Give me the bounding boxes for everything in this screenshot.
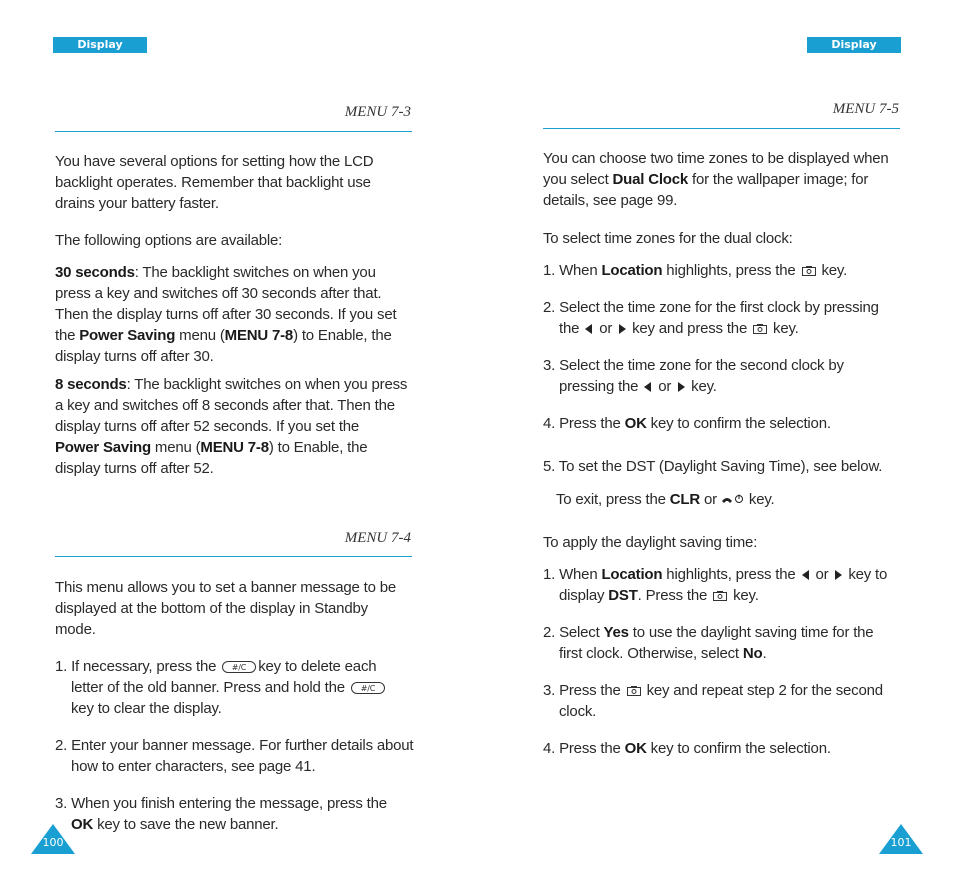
zone-step-1: 1. When Location highlights, press the key. (543, 262, 848, 279)
camera-key-icon (753, 324, 767, 334)
camera-key-icon (627, 686, 641, 696)
zone-step-3: 3. Select the time zone for the second clock by pressing the or key. (543, 357, 844, 395)
camera-key-icon (713, 591, 727, 601)
divider-rule (55, 131, 412, 132)
dst-step-3: 3. Press the key and repeat step 2 for the second clock. (543, 682, 883, 720)
clear-key-icon (351, 682, 385, 694)
menu-ref-7-5: MENU 7-5 (832, 101, 899, 117)
zone-step-2: 2. Select the time zone for the first clock by pressing the or key and press the key. (543, 299, 879, 337)
right-arrow-icon (677, 382, 685, 392)
left-arrow-icon (585, 324, 593, 334)
section-tab-right: Display (807, 37, 901, 53)
menu-ref-7-3: MENU 7-3 (344, 104, 411, 120)
divider-rule (55, 556, 412, 557)
zone-step-4: 4. Press the OK key to confirm the selection. (543, 415, 831, 432)
zone-step-5: 5. To set the DST (Daylight Saving Time), see below. (543, 458, 883, 475)
banner-step-2: 2. Enter your banner message. For further details about how to enter characters, see page 41. (55, 737, 414, 775)
page-number-badge-left (31, 824, 75, 854)
banner-step-3: 3. When you finish entering the message, press the OK key to save the new banner. (55, 795, 387, 833)
apply-dst-intro: To apply the daylight saving time: (543, 534, 758, 551)
right-arrow-icon (834, 570, 842, 580)
right-arrow-icon (618, 324, 626, 334)
exit-instruction: To exit, press the CLR or key. (556, 491, 775, 508)
option-8-seconds: 8 seconds: The backlight switches on when you press a key and switches off 8 seconds after that. Then the display turns off after 52 seconds. If you set the Power Saving menu (MENU 7-8) to Enable, the display turns off after 52. (55, 376, 408, 477)
banner-step-1: 1. If necessary, press the key to delete each letter of the old banner. Press and hold the key to clear the display. (55, 656, 387, 719)
intro-paragraph: You have several options for setting how the LCD backlight operates. Remember that backlight use drains your battery faster. (55, 153, 374, 212)
option-30-seconds: 30 seconds: The backlight switches on when you press a key and switches off 30 seconds after that. Then the display turns off after 30 seconds. If you set the Power Saving menu (MENU 7-8) to Enable, the display turns off after 30. (55, 264, 397, 365)
camera-key-icon (802, 266, 816, 276)
banner-intro: This menu allows you to set a banner message to be displayed at the bottom of the display in Standby mode. (55, 579, 397, 638)
page-number: 100 (42, 836, 64, 849)
page-number: 101 (890, 836, 912, 849)
select-zones-intro: To select time zones for the dual clock: (543, 230, 793, 247)
page-number-badge-right (879, 824, 923, 854)
divider-rule (543, 128, 900, 129)
dual-clock-intro: You can choose two time zones to be displayed when you select Dual Clock for the wallpaper image; for details, see page 99. (543, 150, 889, 209)
clear-key-icon (222, 661, 256, 673)
left-arrow-icon (644, 382, 652, 392)
section-tab-left: Display (53, 37, 147, 53)
dst-step-4: 4. Press the OK key to confirm the selection. (543, 740, 831, 757)
left-arrow-icon (802, 570, 810, 580)
end-power-key-icon (721, 494, 745, 506)
dst-step-1: 1. When Location highlights, press the or key to display DST. Press the key. (543, 566, 888, 604)
dst-step-2: 2. Select Yes to use the daylight saving time for the first clock. Otherwise, select No. (543, 624, 874, 662)
options-intro: The following options are available: (55, 232, 283, 249)
menu-ref-7-4: MENU 7-4 (344, 530, 411, 546)
